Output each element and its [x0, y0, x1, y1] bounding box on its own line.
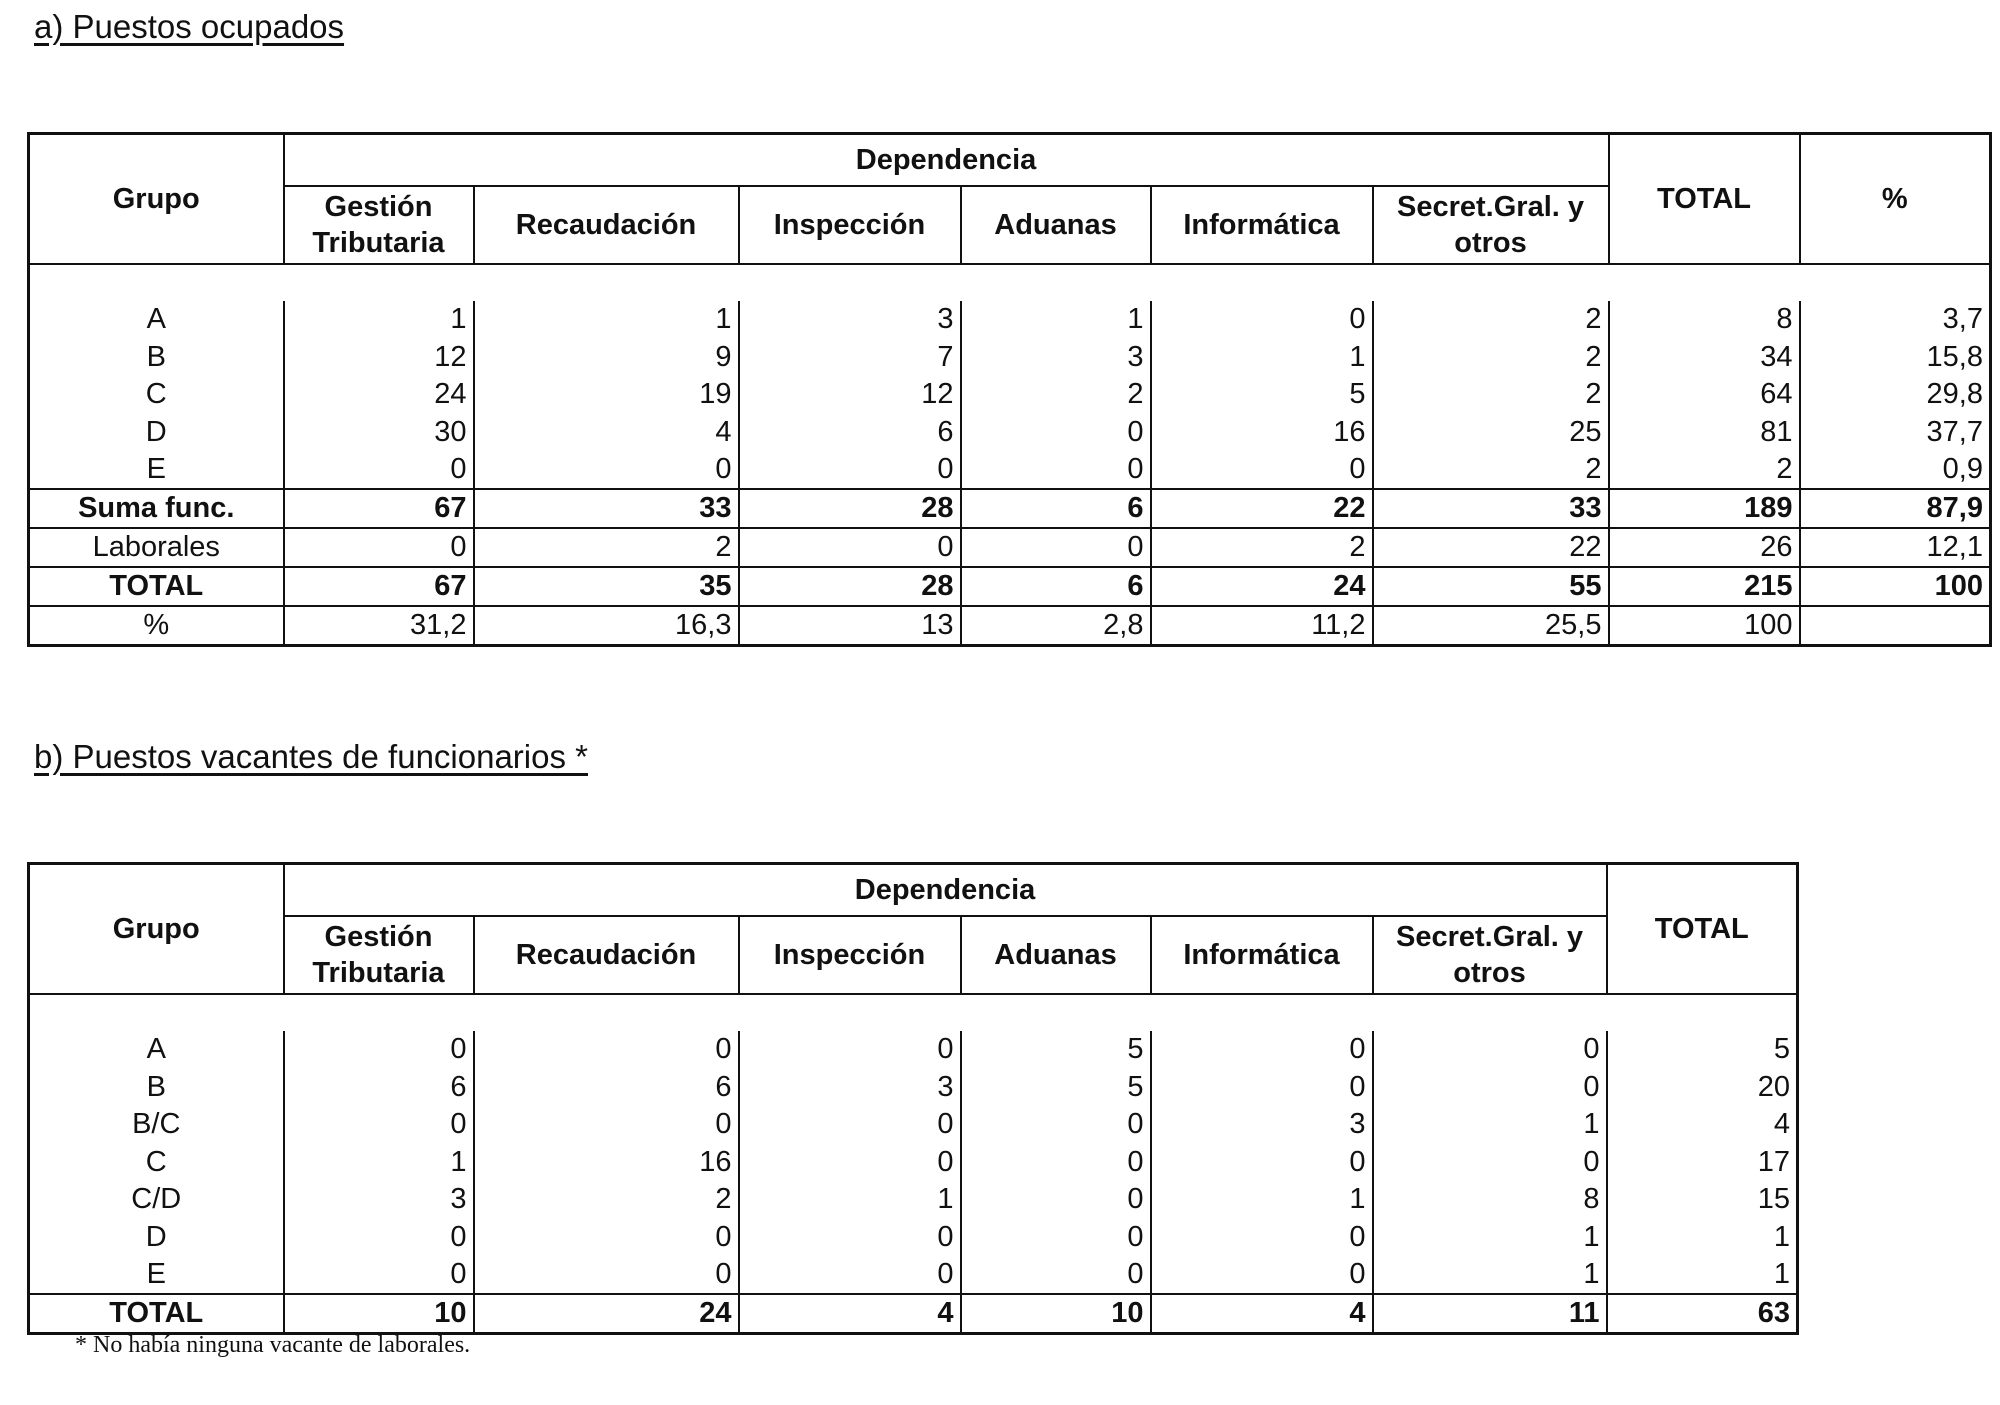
value-cell: 0 — [739, 1256, 961, 1294]
row-total-cell: 100 — [1609, 606, 1800, 646]
header-grupo: Grupo — [29, 134, 284, 264]
value-cell: 6 — [961, 489, 1151, 528]
row-total-cell: 189 — [1609, 489, 1800, 528]
header-col-informatica: Informática — [1151, 916, 1373, 994]
table-row — [29, 451, 1991, 489]
row-total-cell: 17 — [1607, 1144, 1798, 1182]
value-cell: 0 — [1151, 1219, 1373, 1257]
value-cell: 2 — [961, 376, 1151, 414]
value-cell: 3 — [284, 1181, 474, 1219]
header-col-secret-gral: Secret.Gral. y otros — [1373, 916, 1607, 994]
value-cell: 16 — [1151, 414, 1373, 452]
table-row — [29, 1069, 1798, 1107]
value-cell: 8 — [1373, 1181, 1607, 1219]
row-total-cell: 64 — [1609, 376, 1800, 414]
value-cell: 12 — [284, 339, 474, 377]
header-col-secret-gral: Secret.Gral. y otros — [1373, 186, 1609, 264]
value-cell: 1 — [739, 1181, 961, 1219]
value-cell: 0 — [474, 1219, 739, 1257]
row-total-cell: 15 — [1607, 1181, 1798, 1219]
value-cell: 0 — [284, 528, 474, 567]
value-cell: 5 — [961, 1031, 1151, 1069]
value-cell: 0 — [284, 1106, 474, 1144]
row-percent-cell: 29,8 — [1800, 376, 1991, 414]
value-cell: 0 — [284, 1219, 474, 1257]
header-col-inspeccion: Inspección — [739, 916, 961, 994]
value-cell: 10 — [961, 1294, 1151, 1334]
value-cell: 0 — [739, 451, 961, 489]
value-cell: 1 — [1373, 1219, 1607, 1257]
section-a-title: a) Puestos ocupados — [34, 8, 345, 45]
value-cell: 28 — [739, 567, 961, 606]
value-cell: 33 — [474, 489, 739, 528]
row-grupo-cell: C — [29, 1144, 284, 1182]
value-cell: 1 — [961, 301, 1151, 339]
value-cell: 0 — [961, 1219, 1151, 1257]
row-grupo-cell: TOTAL — [29, 1294, 284, 1334]
value-cell: 0 — [474, 451, 739, 489]
value-cell: 25 — [1373, 414, 1609, 452]
value-cell: 5 — [1151, 376, 1373, 414]
value-cell: 1 — [474, 301, 739, 339]
value-cell: 2 — [1373, 301, 1609, 339]
value-cell: 2 — [1151, 528, 1373, 567]
value-cell: 0 — [284, 451, 474, 489]
vacant-positions-table — [27, 862, 1799, 1335]
value-cell: 55 — [1373, 567, 1609, 606]
header-col-aduanas: Aduanas — [961, 186, 1151, 264]
header-grupo: Grupo — [29, 864, 284, 994]
value-cell: 35 — [474, 567, 739, 606]
row-grupo-cell: A — [29, 301, 284, 339]
table-row — [29, 528, 1991, 567]
table-row — [29, 1031, 1798, 1069]
row-total-cell: 215 — [1609, 567, 1800, 606]
occupied-positions-table — [27, 132, 1992, 647]
row-grupo-cell: D — [29, 1219, 284, 1257]
row-grupo-cell: A — [29, 1031, 284, 1069]
value-cell: 0 — [961, 1144, 1151, 1182]
row-total-cell: 63 — [1607, 1294, 1798, 1334]
row-grupo-cell: D — [29, 414, 284, 452]
value-cell: 0 — [1151, 301, 1373, 339]
header-col-recaudacion: Recaudación — [474, 186, 739, 264]
value-cell: 0 — [284, 1031, 474, 1069]
value-cell: 3 — [1151, 1106, 1373, 1144]
value-cell: 0 — [1373, 1144, 1607, 1182]
value-cell: 25,5 — [1373, 606, 1609, 646]
row-total-cell: 4 — [1607, 1106, 1798, 1144]
value-cell: 1 — [1151, 339, 1373, 377]
value-cell: 3 — [961, 339, 1151, 377]
table-row — [29, 301, 1991, 339]
value-cell: 31,2 — [284, 606, 474, 646]
value-cell: 3 — [739, 1069, 961, 1107]
value-cell: 13 — [739, 606, 961, 646]
value-cell: 33 — [1373, 489, 1609, 528]
value-cell: 0 — [739, 1219, 961, 1257]
value-cell: 6 — [739, 414, 961, 452]
table-row — [29, 376, 1991, 414]
table-row — [29, 339, 1991, 377]
row-grupo-cell: % — [29, 606, 284, 646]
value-cell: 24 — [284, 376, 474, 414]
value-cell: 16,3 — [474, 606, 739, 646]
row-total-cell: 20 — [1607, 1069, 1798, 1107]
spacer-row — [29, 264, 1991, 302]
value-cell: 22 — [1373, 528, 1609, 567]
row-percent-cell: 12,1 — [1800, 528, 1991, 567]
value-cell: 1 — [1151, 1181, 1373, 1219]
row-grupo-cell: B/C — [29, 1106, 284, 1144]
row-percent-cell: 3,7 — [1800, 301, 1991, 339]
header-col-gestion-tributaria: Gestión Tributaria — [284, 186, 474, 264]
row-grupo-cell: E — [29, 1256, 284, 1294]
value-cell: 0 — [474, 1256, 739, 1294]
value-cell: 6 — [284, 1069, 474, 1107]
value-cell: 1 — [1373, 1256, 1607, 1294]
header-percent: % — [1800, 134, 1991, 264]
footnote: * No había ninguna vacante de laborales. — [75, 1332, 471, 1358]
value-cell: 0 — [1151, 451, 1373, 489]
row-total-cell: 1 — [1607, 1256, 1798, 1294]
table-row — [29, 1181, 1798, 1219]
value-cell: 0 — [961, 1106, 1151, 1144]
value-cell: 0 — [1151, 1144, 1373, 1182]
value-cell: 0 — [739, 1144, 961, 1182]
row-grupo-cell: B — [29, 339, 284, 377]
header-dependencia: Dependencia — [284, 864, 1607, 916]
value-cell: 2 — [474, 528, 739, 567]
value-cell: 4 — [739, 1294, 961, 1334]
value-cell: 67 — [284, 489, 474, 528]
value-cell: 0 — [474, 1106, 739, 1144]
value-cell: 2 — [1373, 376, 1609, 414]
value-cell: 0 — [961, 528, 1151, 567]
value-cell: 0 — [1151, 1031, 1373, 1069]
value-cell: 0 — [961, 1256, 1151, 1294]
value-cell: 0 — [1151, 1256, 1373, 1294]
value-cell: 0 — [1151, 1069, 1373, 1107]
row-grupo-cell: TOTAL — [29, 567, 284, 606]
section-b-title: b) Puestos vacantes de funcionarios * — [34, 738, 588, 775]
row-total-cell: 34 — [1609, 339, 1800, 377]
value-cell: 0 — [474, 1031, 739, 1069]
row-total-cell: 5 — [1607, 1031, 1798, 1069]
value-cell: 1 — [284, 1144, 474, 1182]
value-cell: 2,8 — [961, 606, 1151, 646]
row-grupo-cell: Laborales — [29, 528, 284, 567]
value-cell: 0 — [739, 528, 961, 567]
value-cell: 11,2 — [1151, 606, 1373, 646]
value-cell: 0 — [1373, 1031, 1607, 1069]
row-total-cell: 2 — [1609, 451, 1800, 489]
table-row — [29, 606, 1991, 646]
value-cell: 0 — [739, 1031, 961, 1069]
row-grupo-cell: E — [29, 451, 284, 489]
row-total-cell: 1 — [1607, 1219, 1798, 1257]
row-grupo-cell: C — [29, 376, 284, 414]
value-cell: 24 — [1151, 567, 1373, 606]
value-cell: 28 — [739, 489, 961, 528]
value-cell: 10 — [284, 1294, 474, 1334]
row-percent-cell: 87,9 — [1800, 489, 1991, 528]
table-row — [29, 1144, 1798, 1182]
row-grupo-cell: C/D — [29, 1181, 284, 1219]
vacant-table-body — [29, 994, 1798, 1334]
value-cell: 2 — [1373, 451, 1609, 489]
value-cell: 5 — [961, 1069, 1151, 1107]
table-row — [29, 567, 1991, 606]
occupied-table-body — [29, 264, 1991, 646]
row-grupo-cell: Suma func. — [29, 489, 284, 528]
row-percent-cell — [1800, 606, 1991, 646]
row-total-cell: 81 — [1609, 414, 1800, 452]
header-col-inspeccion: Inspección — [739, 186, 961, 264]
table-row — [29, 1219, 1798, 1257]
spacer-row — [29, 994, 1798, 1032]
value-cell: 3 — [739, 301, 961, 339]
value-cell: 0 — [739, 1106, 961, 1144]
header-col-aduanas: Aduanas — [961, 916, 1151, 994]
value-cell: 2 — [474, 1181, 739, 1219]
value-cell: 30 — [284, 414, 474, 452]
header-col-recaudacion: Recaudación — [474, 916, 739, 994]
header-dependencia: Dependencia — [284, 134, 1609, 186]
value-cell: 0 — [961, 414, 1151, 452]
header-col-gestion-tributaria: Gestión Tributaria — [284, 916, 474, 994]
table-row — [29, 1106, 1798, 1144]
value-cell: 12 — [739, 376, 961, 414]
value-cell: 7 — [739, 339, 961, 377]
value-cell: 16 — [474, 1144, 739, 1182]
value-cell: 67 — [284, 567, 474, 606]
row-total-cell: 8 — [1609, 301, 1800, 339]
value-cell: 22 — [1151, 489, 1373, 528]
value-cell: 4 — [1151, 1294, 1373, 1334]
table-row — [29, 1294, 1798, 1334]
header-total: TOTAL — [1609, 134, 1800, 264]
row-percent-cell: 15,8 — [1800, 339, 1991, 377]
header-total: TOTAL — [1607, 864, 1798, 994]
value-cell: 2 — [1373, 339, 1609, 377]
value-cell: 11 — [1373, 1294, 1607, 1334]
row-percent-cell: 100 — [1800, 567, 1991, 606]
value-cell: 24 — [474, 1294, 739, 1334]
value-cell: 9 — [474, 339, 739, 377]
value-cell: 19 — [474, 376, 739, 414]
value-cell: 1 — [1373, 1106, 1607, 1144]
value-cell: 0 — [961, 451, 1151, 489]
table-row — [29, 414, 1991, 452]
row-percent-cell: 37,7 — [1800, 414, 1991, 452]
value-cell: 4 — [474, 414, 739, 452]
value-cell: 1 — [284, 301, 474, 339]
row-total-cell: 26 — [1609, 528, 1800, 567]
value-cell: 6 — [474, 1069, 739, 1107]
table-row — [29, 489, 1991, 528]
table-row — [29, 1256, 1798, 1294]
value-cell: 0 — [961, 1181, 1151, 1219]
value-cell: 0 — [1373, 1069, 1607, 1107]
value-cell: 0 — [284, 1256, 474, 1294]
row-percent-cell: 0,9 — [1800, 451, 1991, 489]
value-cell: 6 — [961, 567, 1151, 606]
row-grupo-cell: B — [29, 1069, 284, 1107]
header-col-informatica: Informática — [1151, 186, 1373, 264]
